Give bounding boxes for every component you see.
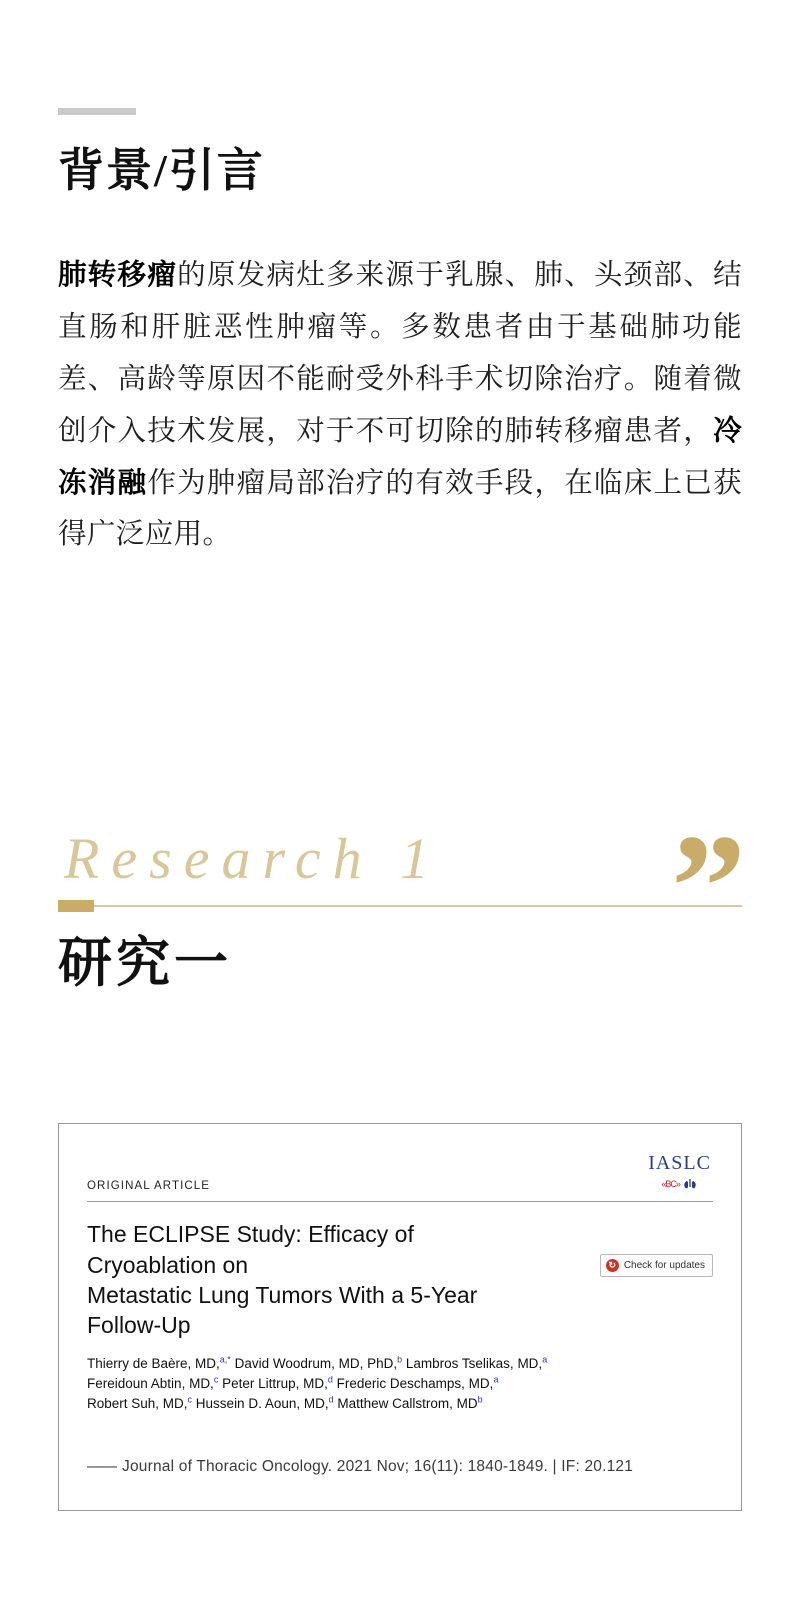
author-affiliation-mark: a,*: [219, 1354, 231, 1365]
author-name: Fereidoun Abtin, MD,: [87, 1376, 214, 1392]
author-name: Peter Littrup, MD,: [218, 1376, 328, 1392]
author-affiliation-mark: d: [327, 1374, 333, 1385]
check-for-updates-badge[interactable]: [600, 1254, 713, 1277]
author-affiliation-mark: b: [477, 1394, 483, 1405]
author-name: Thierry de Baère, MD,: [87, 1356, 220, 1372]
paper-card: [58, 1123, 742, 1511]
author-affiliation-mark: d: [328, 1394, 334, 1405]
publisher-logo: [648, 1152, 711, 1191]
intro-text-part-1: 的原发病灶多来源于乳腺、肺、头颈部、结直肠和肝脏恶性肿瘤等。多数患者由于基础肺功能差、高龄等原因不能耐受外科手术切除治疗。随着微创介入技术发展，对于不可切除的肺转移瘤患者，: [58, 259, 742, 447]
author-name: David Woodrum, MD, PhD,: [230, 1356, 398, 1372]
paper-title: [87, 1219, 513, 1340]
author-affiliation-mark: a: [493, 1374, 499, 1385]
intro-text-part-2: 作为肿瘤局部治疗的有效手段，在临床上已获得广泛应用。: [58, 466, 742, 551]
section-rule: [58, 108, 136, 115]
author-list: [87, 1354, 713, 1414]
research-cn-title: 研究一: [58, 932, 232, 993]
iaslc-wordmark: IASLC: [648, 1152, 711, 1175]
author-line: [87, 1356, 547, 1371]
author-affiliation-mark: b: [397, 1354, 403, 1365]
research-banner: [58, 804, 742, 997]
card-divider: [87, 1201, 713, 1202]
divider-line: [94, 905, 742, 907]
author-name: Lambros Tselikas, MD,: [402, 1356, 543, 1372]
author-affiliation-mark: c: [213, 1374, 219, 1385]
intro-keyword-secondary: 冷冻消融: [58, 414, 742, 499]
quote-mark-icon: ”: [671, 804, 742, 971]
paper-title-line-2: Metastatic Lung Tumors With a 5-Year Follow-Up: [87, 1282, 478, 1339]
author-affiliation-mark: c: [187, 1394, 193, 1405]
citation-text: Journal of Thoracic Oncology. 2021 Nov; 16(11): 1840-1849. | IF: 20.121: [122, 1457, 634, 1475]
author-name: Hussein D. Aoun, MD,: [192, 1396, 329, 1412]
page-title: 背景/引言: [58, 145, 265, 196]
journal-citation: [87, 1458, 713, 1476]
author-name: Frederic Deschamps, MD,: [332, 1376, 494, 1392]
author-name: Matthew Callstrom, MD: [333, 1396, 478, 1412]
iaslc-emblem-icon: [648, 1177, 711, 1191]
research-script-title: Research 1: [64, 826, 442, 892]
iaslc-swoosh: «BC»: [661, 1179, 680, 1190]
intro-keyword-primary: 肺转移瘤: [58, 259, 178, 292]
author-line: [87, 1396, 483, 1411]
intro-section: [58, 0, 742, 561]
divider-gold-block: [58, 900, 94, 912]
author-line: [87, 1376, 498, 1391]
author-name: Robert Suh, MD,: [87, 1396, 188, 1412]
article-type-label: ORIGINAL ARTICLE: [87, 1180, 211, 1193]
check-for-updates-label: Check for updates: [623, 1260, 705, 1272]
paper-title-line-1: The ECLIPSE Study: Efficacy of Cryoablation on: [87, 1221, 414, 1278]
author-affiliation-mark: a: [542, 1354, 548, 1365]
intro-paragraph: [58, 250, 742, 561]
research-divider: [58, 900, 742, 912]
lungs-icon: [682, 1177, 698, 1191]
refresh-icon: ↻: [606, 1259, 619, 1272]
citation-dash: ——: [87, 1457, 116, 1475]
